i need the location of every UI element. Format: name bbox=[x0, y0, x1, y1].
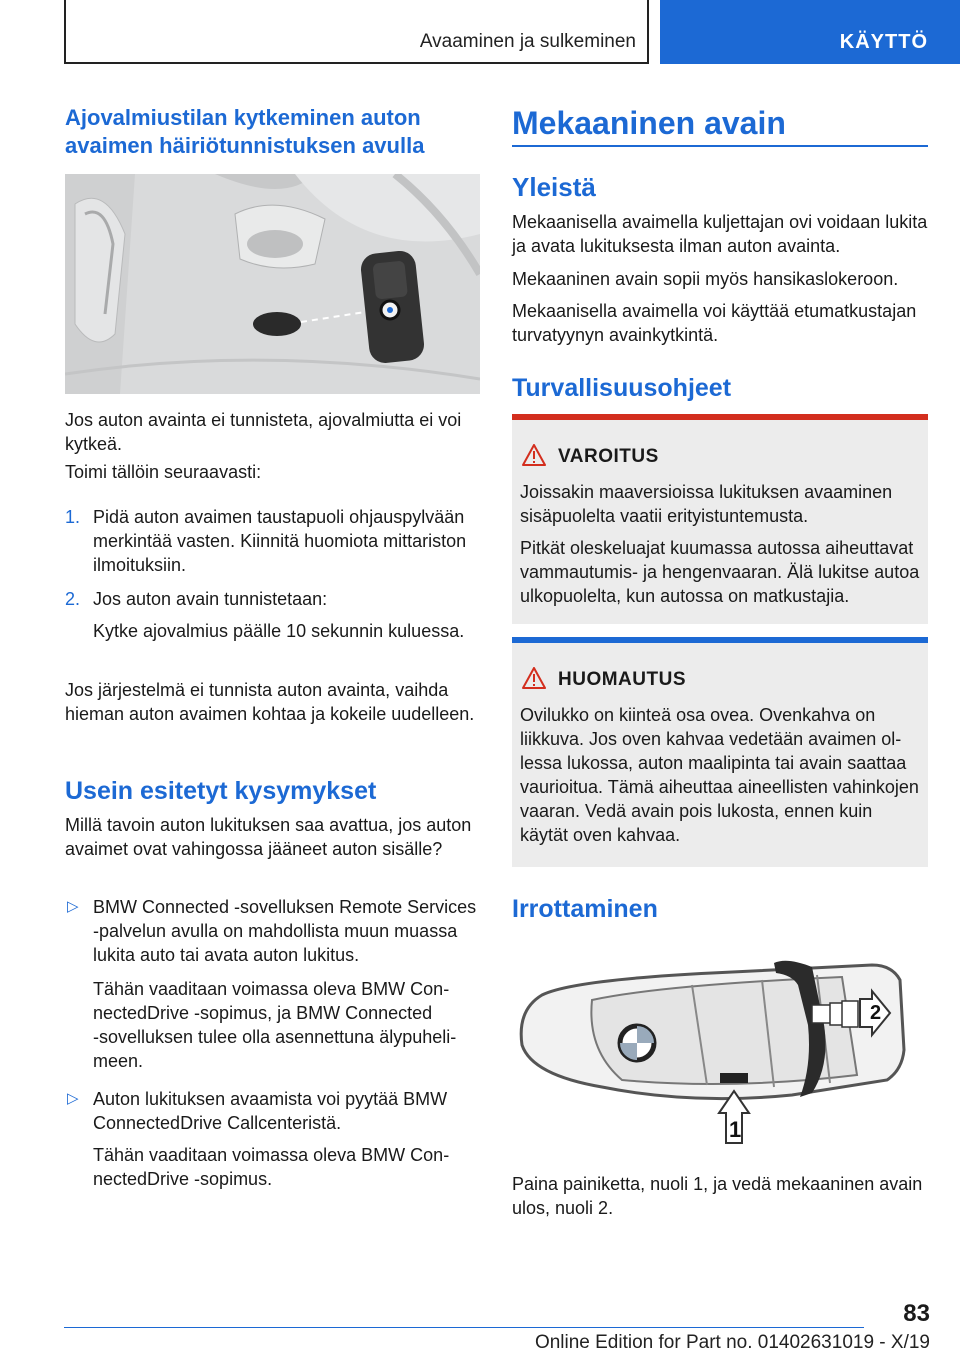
safety-heading: Turvallisuusohjeet bbox=[512, 374, 732, 402]
remove-instructions: Paina painiketta, nuoli 1, ja vedä mekaaninen avain ulos, nuoli 2. bbox=[512, 1174, 923, 1218]
key-removal-illustration bbox=[512, 955, 928, 1145]
steering-column-illustration bbox=[65, 174, 480, 394]
notice-box bbox=[512, 637, 928, 867]
title-underline bbox=[512, 145, 928, 147]
triangle-bullet-icon: ▷ bbox=[67, 898, 79, 915]
steering-column-key-image bbox=[65, 174, 480, 394]
step-number: 1. bbox=[65, 507, 81, 527]
instruction-lead: Toimi tällöin seuraavasti: bbox=[65, 462, 262, 482]
general-heading: Yleistä bbox=[512, 172, 596, 202]
step-number: 2. bbox=[65, 589, 81, 609]
header-chapter-tab: KÄYTTÖ bbox=[660, 0, 960, 64]
warning-title: VAROITUS bbox=[558, 446, 659, 467]
section-heading-drive-ready: Ajovalmiustilan kytkeminen auton avaimen häiriötunnistuksen avulla bbox=[65, 105, 425, 158]
intro-paragraph: Jos auton avainta ei tunnisteta, ajovalmiutta ei voi kytkeä. bbox=[65, 410, 462, 454]
warning-box bbox=[512, 414, 928, 624]
notice-triangle-icon bbox=[522, 667, 546, 689]
footer-edition: Online Edition for Part no. 01402631019 - X/19 bbox=[534, 1332, 930, 1353]
arrow-2-label: 2 bbox=[870, 1002, 882, 1024]
warning-triangle-icon bbox=[522, 444, 546, 466]
header-section-title: Avaaminen ja sulkeminen bbox=[419, 31, 636, 52]
step-text: Jos auton avain tunnistetaan: bbox=[93, 589, 328, 609]
step-subtext: Kytke ajovalmius päälle 10 sekunnin kuluessa. bbox=[93, 621, 465, 641]
step-text: Pidä auton avaimen taustapuoli ohjauspylvään merkintää vasten. Kiinnitä huomiota mittariston ilmoituksiin. bbox=[93, 507, 467, 575]
retry-paragraph: Jos järjestelmä ei tunnista auton avainta, vaihda hieman auton avaimen kohtaa ja kokeile uudelleen. bbox=[65, 680, 475, 724]
notice-title: HUOMAUTUS bbox=[558, 669, 686, 690]
bullet-subtext: Tähän vaaditaan voimassa oleva BMW ConnectedDrive ‑sopimus. bbox=[93, 1145, 450, 1189]
bullet-subtext: Tähän vaaditaan voimassa oleva BMW ConnectedDrive ‑sopimus, ja BMW Connected ‑sovelluksen tulee olla asennettuna älypuhelimeen. bbox=[93, 979, 457, 1071]
footer-rule bbox=[64, 1327, 864, 1328]
arrow-1-label: 1 bbox=[729, 1117, 742, 1142]
notice-paragraph: Ovilukko on kiinteä osa ovea. Ovenkahva on liikkuva. Jos oven kahvaa vedetään avaimen ollessa lukossa, auton maalipinta tai avain saattaa vaurioitua. Tämä aiheuttaa aineellisten vahinkojen vaaran. Vedä avain pois lukosta, ennen kuin käytät oven kahvaa. bbox=[520, 705, 919, 845]
warning-paragraph-2: Pitkät oleskeluajat kuumassa autossa aiheuttavat vammautumis- ja hengenvaaran. Älä lukitse autoa ulkopuolelta, kun autossa on matkustajia. bbox=[520, 538, 920, 606]
remove-heading: Irrottaminen bbox=[512, 895, 658, 923]
bullet-text: BMW Connected ‑sovelluksen Remote Services ‑palvelun avulla on mahdollista muun muassa lukita auto tai avata auton lukitus. bbox=[93, 897, 477, 965]
warning-paragraph-1: Joissakin maaversioissa lukituksen avaaminen sisäpuolelta vaatii erityistuntemusta. bbox=[520, 482, 893, 526]
general-paragraph-2: Mekaaninen avain sopii myös hansikaslokeroon. bbox=[512, 269, 899, 289]
triangle-bullet-icon: ▷ bbox=[67, 1090, 79, 1107]
faq-question: Millä tavoin auton lukituksen saa avattua, jos auton avaimet ovat vahingossa jääneet auton sisälle? bbox=[65, 815, 472, 859]
page-title: Mekaaninen avain bbox=[512, 105, 786, 141]
general-paragraph-1: Mekaanisella avaimella kuljettajan ovi voidaan lukita ja avata lukituksesta ilman auton avainta. bbox=[512, 212, 928, 256]
general-paragraph-3: Mekaanisella avaimella voi käyttää etumatkustajan turvatyynyn avainkytkintä. bbox=[512, 301, 917, 345]
page-number: 83 bbox=[903, 1300, 930, 1327]
bullet-text: Auton lukituksen avaamista voi pyytää BMW ConnectedDrive Callcenteristä. bbox=[93, 1089, 448, 1133]
faq-heading: Usein esitetyt kysymykset bbox=[65, 777, 377, 805]
